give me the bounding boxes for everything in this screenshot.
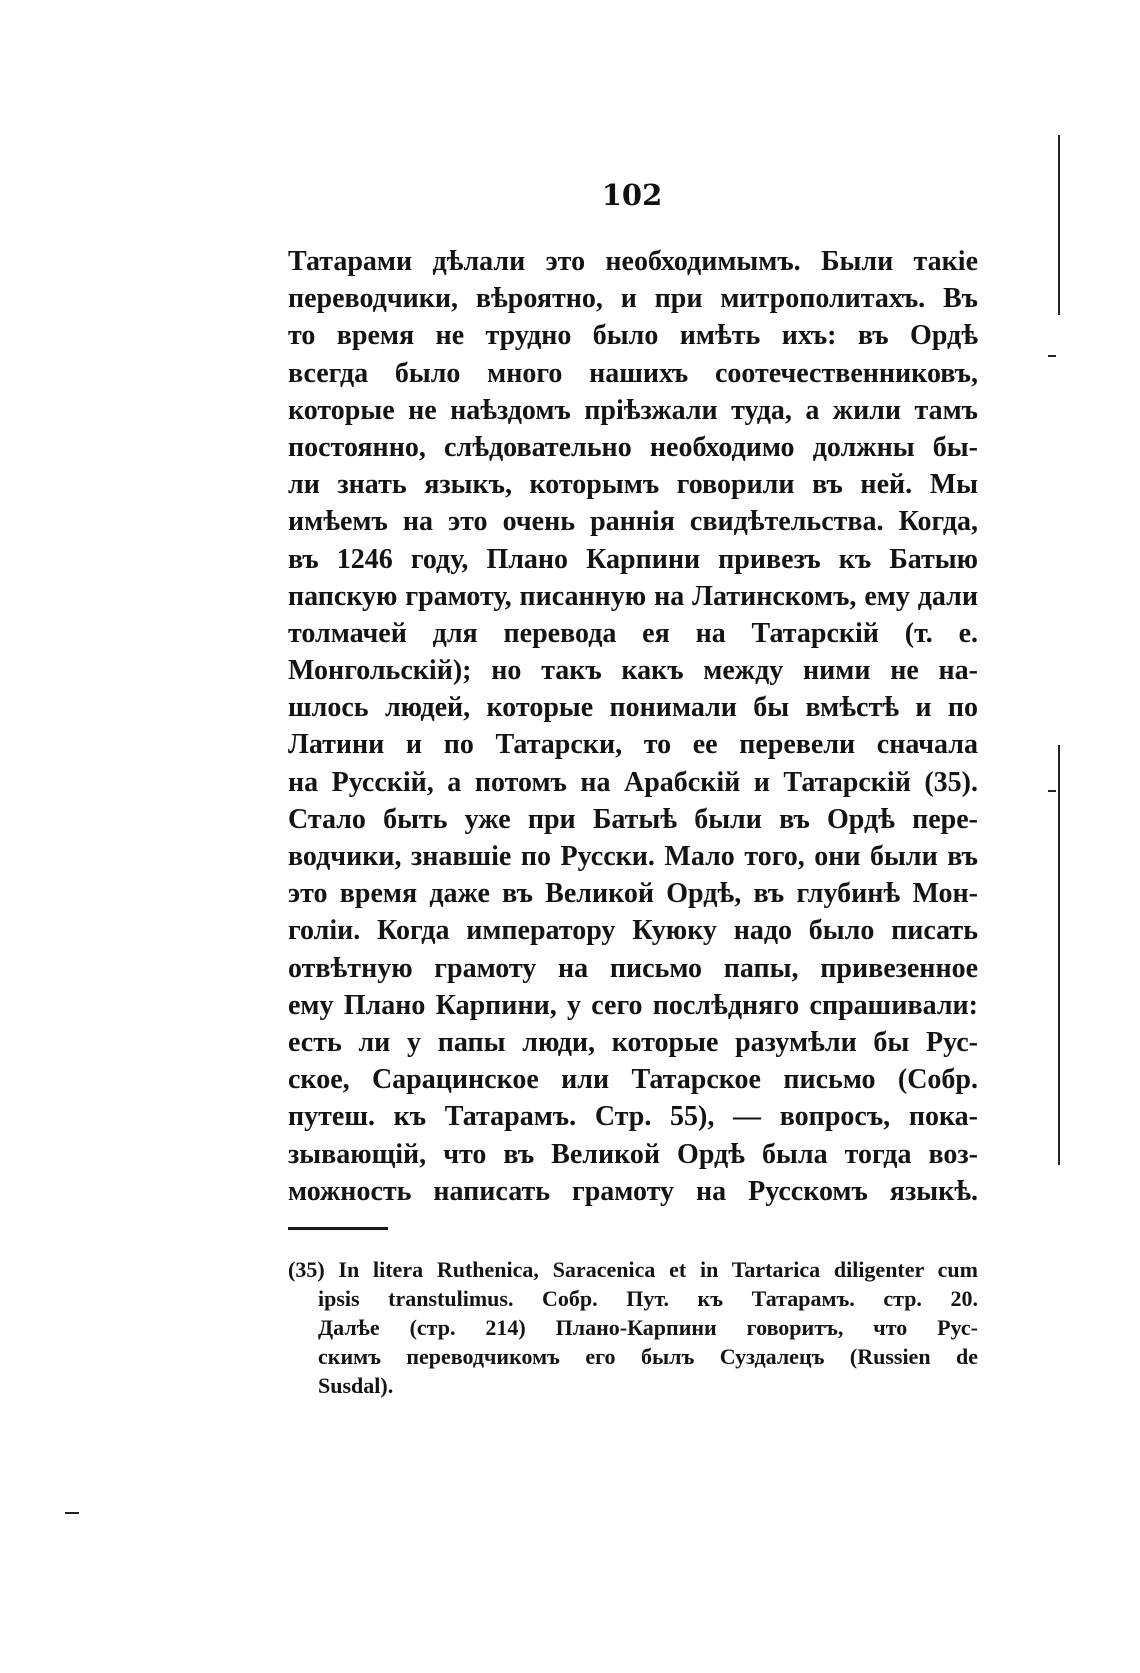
footnote-divider bbox=[288, 1227, 388, 1230]
scan-edge-tick bbox=[65, 1512, 79, 1514]
scan-edge-tick bbox=[1048, 790, 1056, 792]
text-line: въ 1246 году, Плано Карпини привезъ къ Батыю bbox=[288, 543, 978, 575]
text-line: голіи. Когда императору Куюку надо было писать bbox=[288, 915, 978, 947]
text-line: имѣемъ на это очень раннія свидѣтельства. Когда, bbox=[288, 506, 978, 538]
scan-edge-line bbox=[1058, 745, 1060, 1165]
text-line: можность написать грамоту на Русскомъ языкѣ. bbox=[288, 1175, 978, 1207]
text-line: постоянно, слѣдовательно необходимо должны бы- bbox=[288, 431, 978, 463]
text-line: это время даже въ Великой Ордѣ, въ глубинѣ Мон- bbox=[288, 878, 978, 910]
text-line: шлось людей, которые понимали бы вмѣстѣ и по bbox=[288, 692, 978, 724]
text-line: на Русскій, а потомъ на Арабскій и Татарскій (35). bbox=[288, 766, 978, 798]
text-line: есть ли у папы люди, которые разумѣли бы Рус- bbox=[288, 1026, 978, 1058]
text-line: путеш. къ Татарамъ. Стр. 55), — вопросъ, пока- bbox=[288, 1101, 978, 1133]
text-line: толмачей для перевода ея на Татарскій (т. е. bbox=[288, 617, 978, 649]
text-line: всегда было много нашихъ соотечественниковъ, bbox=[288, 357, 978, 389]
footnote-line: Далѣе (стр. 214) Плано-Карпини говоритъ, что Рус- bbox=[318, 1315, 978, 1340]
text-line: ское, Сарацинское или Татарское письмо (Собр. bbox=[288, 1064, 978, 1096]
footnote-line: ipsis transtulimus. Собр. Пут. къ Татарамъ. стр. 20. bbox=[318, 1286, 978, 1311]
scan-edge-tick bbox=[1048, 355, 1056, 357]
footnote bbox=[288, 1255, 978, 1400]
text-line: Татарами дѣлали это необходимымъ. Были такіе bbox=[288, 246, 978, 277]
footnote-line: скимъ переводчикомъ его былъ Суздалецъ (Russien de bbox=[318, 1344, 978, 1369]
footnote-line: (35) In litera Ruthenica, Saracenica et in Tartarica diligenter cum bbox=[288, 1257, 978, 1282]
text-line: зывающій, что въ Великой Ордѣ была тогда воз- bbox=[288, 1138, 978, 1170]
text-line: ли знать языкъ, которымъ говорили въ ней. Мы bbox=[288, 469, 978, 501]
body-text bbox=[288, 243, 978, 1210]
text-line: отвѣтную грамоту на письмо папы, привезенное bbox=[288, 952, 978, 984]
footnote-line: Susdal). bbox=[318, 1373, 394, 1398]
text-line: которые не наѣздомъ пріѣзжали туда, а жили тамъ bbox=[288, 394, 978, 426]
text-line: Латини и по Татарски, то ее перевели сначала bbox=[288, 729, 978, 761]
text-line: Стало быть уже при Батыѣ были въ Ордѣ пере- bbox=[288, 803, 978, 835]
text-line: ему Плано Карпини, у сего послѣдняго спрашивали: bbox=[288, 989, 978, 1021]
text-line: то время не трудно было имѣть ихъ: въ Ордѣ bbox=[288, 320, 978, 352]
text-line: водчики, знавшіе по Русски. Мало того, они были въ bbox=[288, 841, 978, 872]
scan-edge-line bbox=[1058, 135, 1060, 315]
text-line: папскую грамоту, писанную на Латинскомъ, ему дали bbox=[288, 580, 978, 612]
text-line: переводчики, вѣроятно, и при митрополитахъ. Въ bbox=[288, 283, 978, 315]
text-line: Монгольскій); но такъ какъ между ними не на- bbox=[288, 655, 978, 687]
page-number: 102 bbox=[601, 178, 663, 212]
